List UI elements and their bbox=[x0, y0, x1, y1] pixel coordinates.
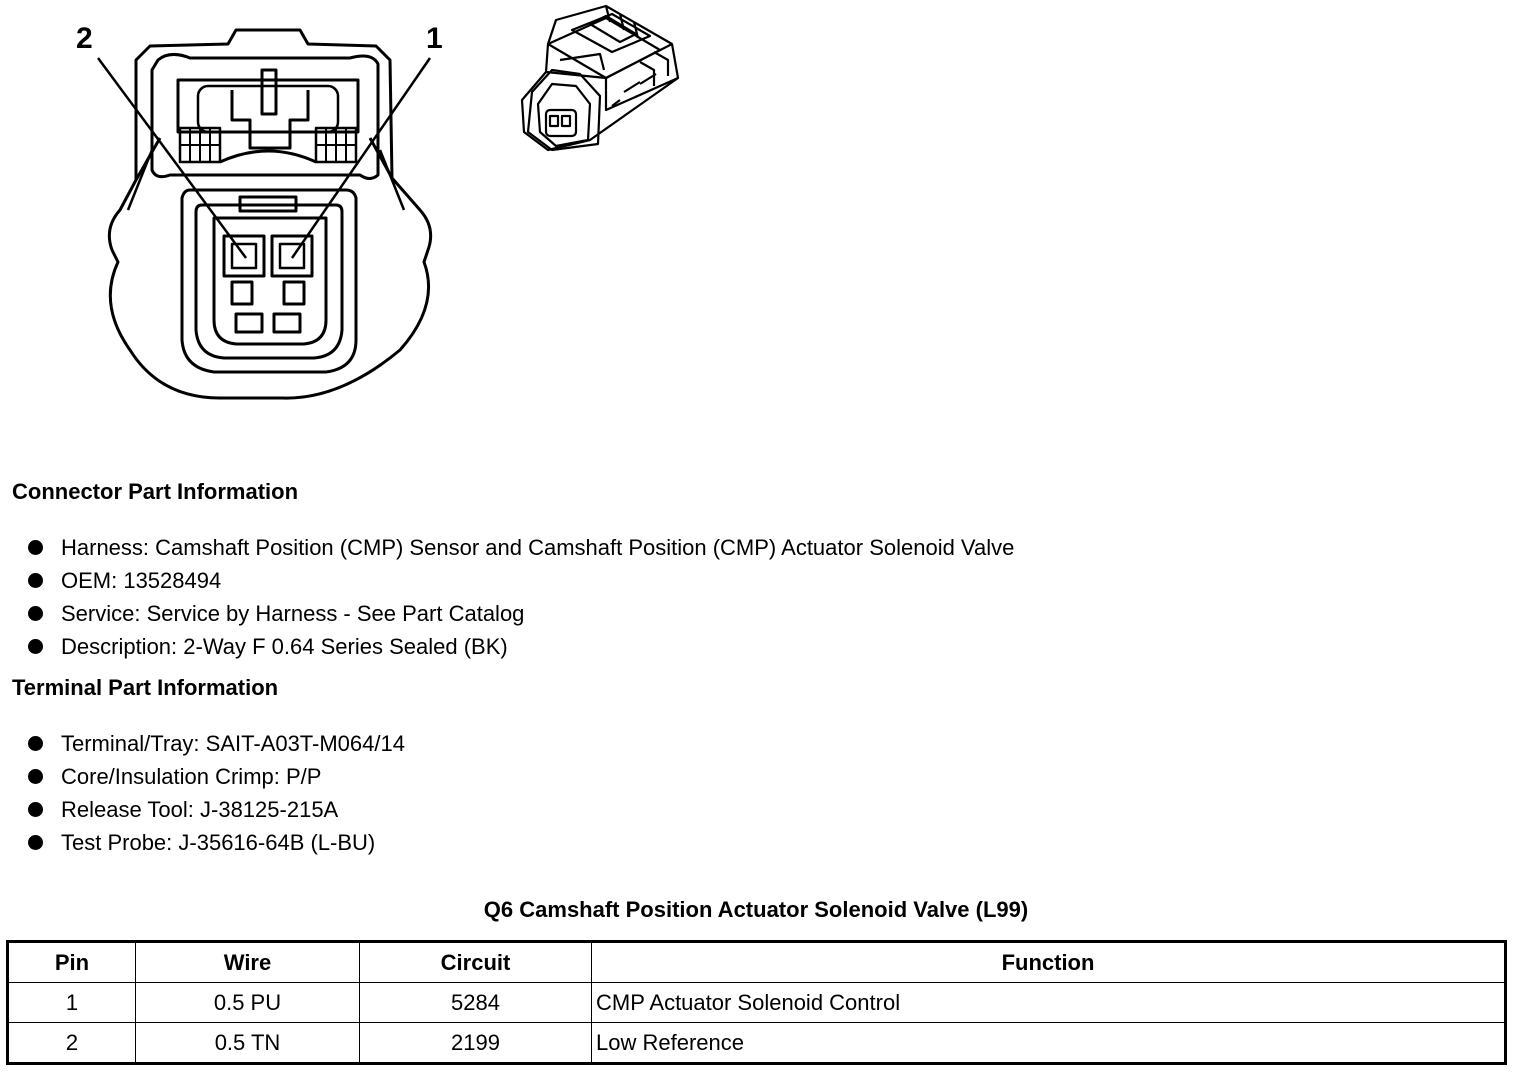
bullet-icon bbox=[28, 573, 43, 588]
list-item: Service: Service by Harness - See Part Catalog bbox=[28, 597, 1014, 630]
table-row bbox=[8, 1023, 1506, 1064]
cell-wire: 0.5 TN bbox=[136, 1023, 360, 1064]
list-item: Core/Insulation Crimp: P/P bbox=[28, 760, 405, 793]
connector-part-info-list bbox=[28, 531, 1014, 663]
list-item: Release Tool: J-38125-215A bbox=[28, 793, 405, 826]
list-item: Description: 2-Way F 0.64 Series Sealed (BK) bbox=[28, 630, 1014, 663]
bullet-icon bbox=[28, 639, 43, 654]
cell-pin: 2 bbox=[8, 1023, 136, 1064]
list-item: Terminal/Tray: SAIT-A03T-M064/14 bbox=[28, 727, 405, 760]
column-header-wire: Wire bbox=[136, 942, 360, 983]
bullet-icon bbox=[28, 802, 43, 817]
cell-function: Low Reference bbox=[592, 1023, 1506, 1064]
pin-table-title: Q6 Camshaft Position Actuator Solenoid Valve (L99) bbox=[483, 897, 1029, 922]
list-item: OEM: 13528494 bbox=[28, 564, 1014, 597]
cell-function: CMP Actuator Solenoid Control bbox=[592, 983, 1506, 1023]
terminal-part-info-list bbox=[28, 727, 405, 859]
bullet-icon bbox=[28, 835, 43, 850]
table-header-row bbox=[8, 942, 1506, 983]
bullet-icon bbox=[28, 769, 43, 784]
connector-part-info-heading: Connector Part Information bbox=[12, 479, 299, 504]
bullet-icon bbox=[28, 606, 43, 621]
column-header-function: Function bbox=[592, 942, 1506, 983]
bullet-icon bbox=[28, 736, 43, 751]
pin-1-label: 1 bbox=[426, 22, 443, 55]
column-header-circuit: Circuit bbox=[360, 942, 592, 983]
list-item: Test Probe: J-35616-64B (L-BU) bbox=[28, 826, 405, 859]
cell-circuit: 2199 bbox=[360, 1023, 592, 1064]
bullet-icon bbox=[28, 540, 43, 555]
pin-table bbox=[6, 940, 1507, 1065]
terminal-part-info-heading: Terminal Part Information bbox=[12, 675, 279, 700]
table-row bbox=[8, 983, 1506, 1023]
cell-circuit: 5284 bbox=[360, 983, 592, 1023]
cell-pin: 1 bbox=[8, 983, 136, 1023]
connector-3d-thumbnail bbox=[0, 0, 700, 170]
cell-wire: 0.5 PU bbox=[136, 983, 360, 1023]
list-item: Harness: Camshaft Position (CMP) Sensor and Camshaft Position (CMP) Actuator Solenoid Valve bbox=[28, 531, 1014, 564]
column-header-pin: Pin bbox=[8, 942, 136, 983]
pin-2-label: 2 bbox=[76, 22, 93, 55]
